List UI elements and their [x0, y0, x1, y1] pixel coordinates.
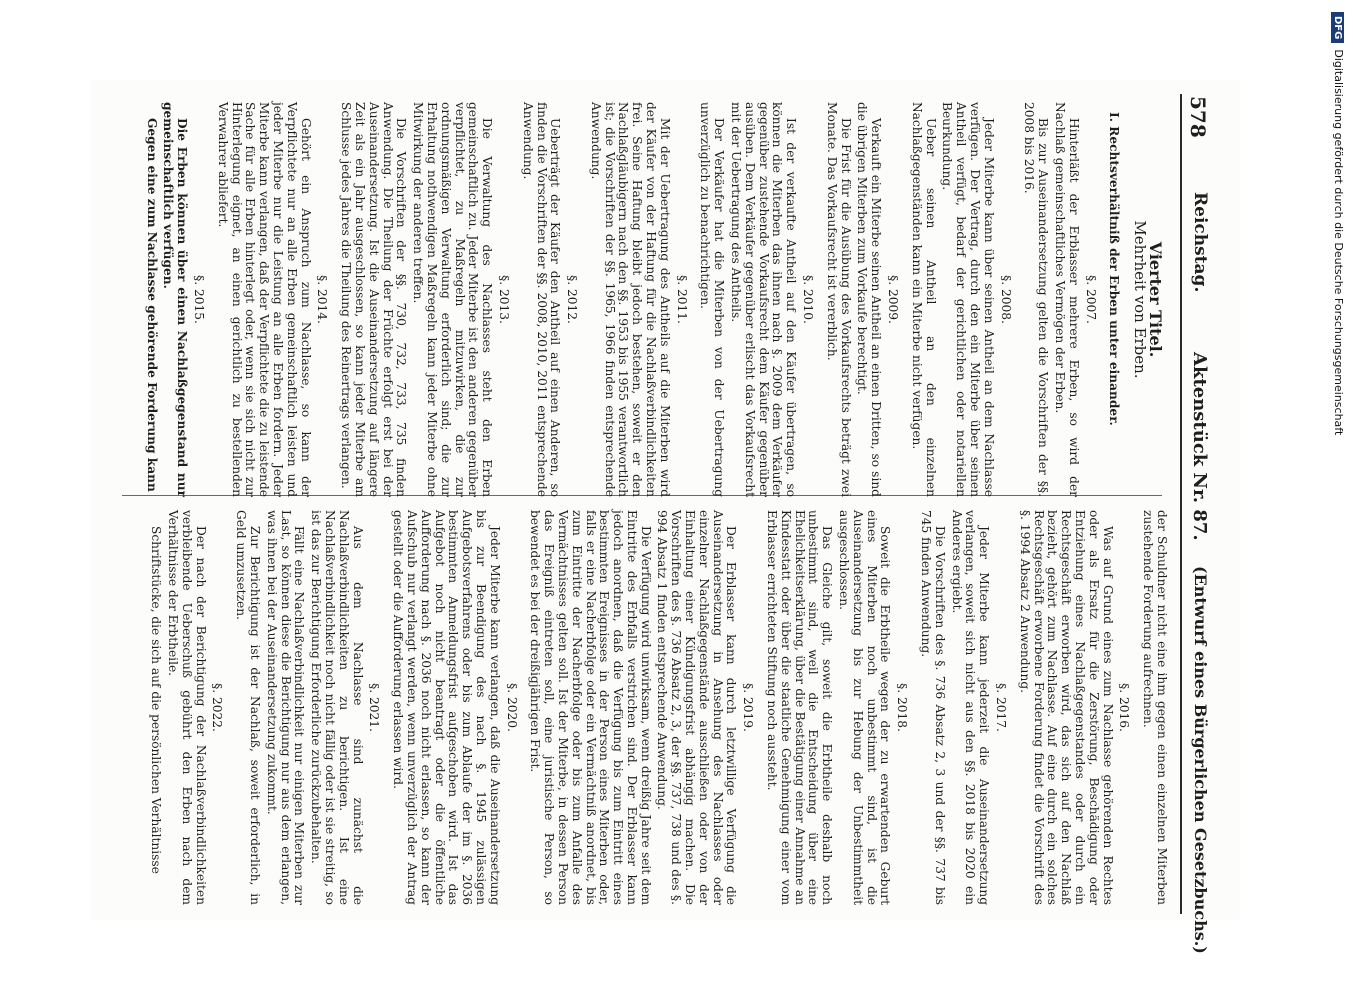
paragraph-number: §. 2021. [367, 683, 382, 732]
paragraph-number: §. 2014. [315, 275, 330, 324]
paragraph-number: §. 2009. [886, 275, 901, 324]
paragraph-number: §. 2019. [741, 683, 756, 732]
paragraph-text: Die Erben können über einen Nachlaßgegenstand nur gemeinschaftlich verfügen. [161, 102, 190, 497]
paragraph-text: Die Frist für die Ausübung des Vorkaufsrechts beträgt zwei Monate. Das Vorkaufsrecht ist vererblich. [824, 102, 853, 497]
digitization-credit [1331, 12, 1345, 435]
paragraph-number: §. 2016. [1117, 683, 1132, 732]
paragraph-text: Gegen eine zum Nachlasse gehörende Forderung kann [144, 118, 159, 492]
header-rule [1180, 94, 1182, 914]
digitization-text: Digitalisierung gefördert durch die Deutsche Forschungsgemeinschaft [1332, 49, 1345, 436]
paragraph-text: Die Verwaltung des Nachlasses steht den Erben gemeinschaftlich zu. Jeder Miterbe ist den anderen gegenüber verpflichtet, zu Maßregeln mitzuwirken, die zur ordnungsmäßigen Verwaltung erforderlich sind; die zur Erhaltung nothwendigen Maßregeln kann jeder Miterbe ohne Mitwirkung der anderen treffen. [411, 102, 495, 497]
paragraph-text: Bis zur Auseinandersetzung gelten die Vorschriften der §§. 2008 bis 2016. [1022, 102, 1051, 497]
paragraph-text: Der Erblasser kann durch letztwillige Verfügung die Auseinandersetzung in Ansehung des Nachlasses oder einzelner Nachlaßgegenstände ausschließen oder von der Einhaltung einer Kündigungsfrist abhängig machen. Die Vorschriften des §. 736 Absatz 2, 3, der §§. 737, 738 und des §. 994 Absatz 1 finden entsprechende Anwendung. [655, 510, 739, 905]
paragraph-text: Ist der verkaufte Antheil auf den Käufer übertragen, so können die Miterben das ihnen nach §. 2009 dem Verkäufer gegenüber zustehende Vorkaufsrecht dem Käufer gegenüber ausüben. Dem Verkäufer gegenüber erlischt das Vorkaufsrecht mit der Uebertragung des Antheils. [729, 102, 799, 497]
paragraph-number: §. 2010. [801, 275, 816, 324]
right-column [145, 510, 1168, 905]
page-number: 578 [1186, 96, 1210, 138]
section-heading: I. Rechtsverhältniß der Erben unter einander. [1107, 112, 1122, 426]
paragraph-text: Der Verkäufer hat die Miterben von der Uebertragung unverzüglich zu benachrichtigen. [698, 102, 727, 497]
paragraph-text: Ueberträgt der Käufer den Antheil auf einen Anderen, so finden die Vorschriften der §§. 2008, 2010, 2011 entsprechende Anwendung. [520, 102, 563, 497]
paragraph-number: §. 2020. [504, 683, 519, 732]
paragraph-text: Ueber seinen Antheil an den einzelnen Nachlaßgegenständen kann ein Miterbe nicht verfügen. [909, 102, 938, 497]
paragraph-text: Die Vorschriften der §§. 730, 732, 733, 735 finden Anwendung. Die Theilung der Früchte erfolgt erst bei der Auseinandersetzung. Ist die Auseinandersetzung auf längere Zeit als ein Jahr ausgeschlossen, so kann jeder Miterbe am Schlusse jedes Jahres die Theilung des Reinertrags verlangen. [339, 102, 409, 497]
paragraph-number: §. 2008. [998, 275, 1013, 324]
paragraph-text: der Schuldner nicht eine ihm gegen einen einzelnen Miterben zustehende Forderung aufrechnen. [1141, 510, 1169, 905]
paragraph-text: Aus dem Nachlasse sind zunächst die Nachlaßverbindlichkeiten zu berichtigen. Ist eine Nachlaßverbindlichkeit noch nicht fällig oder ist sie streitig, so ist das zur Berichtigung Erforderliche zurückzubehalten. [309, 510, 365, 905]
header-right: (Entwurf eines Bürgerlichen Gesetzbuchs.) [1191, 566, 1210, 954]
paragraph-number: §. 2017. [994, 683, 1009, 732]
paragraph-number: §. 2018. [895, 683, 910, 732]
paragraph-number: §. 2007. [1083, 275, 1098, 324]
paragraph-number: §. 2012. [565, 275, 580, 324]
paragraph-text: Verkauft ein Miterbe seinen Antheil an einen Dritten, so sind die übrigen Miterben zum Vorkaufe berechtigt. [855, 102, 884, 497]
paragraph-number: §. 2013. [496, 275, 511, 324]
paragraph-text: Die Verfügung wird unwirksam, wenn dreißig Jahre seit dem Eintritte des Erbfalls verstrichen sind. Der Erblasser kann jedoch anordnen, daß die Verfügung bis zum Eintritt eines bestimmten Ereignisses in der Person eines Miterben oder, falls er eine Nacherbfolge oder ein Vermächtniß anordnet, bis zum Eintritte der Nacherbfolge oder bis zum Anfalle des Vermächtnisses gelten soll. Ist der Miterbe, in dessen Person das Ereigniß eintreten soll, eine juristische Person, so bewendet es bei der dreißigjährigen Frist. [528, 510, 653, 905]
paragraph-number: §. 2011. [674, 275, 689, 324]
paragraph-text: Jeder Miterbe kann jederzeit die Auseinandersetzung verlangen, soweit sich nicht aus den §§. 2018 bis 2020 ein Anderes ergiebt. [949, 510, 992, 905]
paragraph-text: Mit der Uebertragung des Antheils auf die Miterben wird der Käufer von der Haftung für die Nachlaßverbindlichkeiten frei. Seine Haftung bleibt jedoch bestehen, soweit er den Nachlaßgläubigern nach den §§. 1953 bis 1955 verantwortlich ist; die Vorschriften der §§. 1965, 1966 finden entsprechende Anwendung. [588, 102, 672, 497]
title-sub: Mehrheit von Erben. [1131, 220, 1150, 379]
paragraph-text: Das Gleiche gilt, soweit die Erbtheile deshalb noch unbestimmt sind, weil die Entscheidung über eine Ehelichkeitserklärung, über die Bestätigung einer Annahme an Kindesstatt oder über die staatliche Genehmigung einer vom Erblasser errichteten Stiftung noch aussteht. [765, 510, 835, 905]
paragraph-text: Hinterläßt der Erblasser mehrere Erben, so wird der Nachlaß gemeinschaftliches Vermögen der Erben. [1053, 102, 1081, 497]
title-main: Vierter Titel. [1146, 241, 1165, 358]
paragraph-text: Die Vorschriften des §. 736 Absatz 2, 3 und der §§. 737 bis 745 finden Anwendung. [919, 510, 947, 905]
paragraph-text: Fällt eine Nachlaßverbindlichkeit nur einigen Miterben zur Last, so können diese die Berichtigung nur aus dem erlangen, was ihnen bei der Auseinandersetzung zukommt. [264, 510, 307, 905]
dfg-logo: DFG [1331, 12, 1344, 43]
paragraph-text: Schriftstücke, die sich auf die persönlichen Verhältnisse [149, 526, 164, 874]
paragraph-text: Gehört ein Anspruch zum Nachlasse, so kann der Verpflichtete nur an alle Erben gemeinschaftlich leisten und jeder Miterbe nur die Leistung an alle Erben fordern. Jeder Miterbe kann verlangen, daß der Verpflichtete die zu leistende Sache für alle Erben hinterlegt oder, wenn sie sich nicht zur Hinterlegung eignet, an einen gerichtlich zu bestellenden Verwahrer abliefert. [215, 102, 313, 497]
scanned-page [90, 80, 1240, 954]
left-column [141, 102, 1168, 497]
paragraph-text: Soweit die Erbtheile wegen der zu erwartenden Geburt eines Miterben noch unbestimmt sind, ist die Auseinandersetzung bis zur Hebung der Unbestimmtheit ausgeschlossen. [837, 510, 893, 905]
paragraph-number: §. 2022. [210, 683, 225, 732]
paragraph-number: §. 2015. [191, 275, 206, 324]
paragraph-text: Jeder Miterbe kann über seinen Antheil an dem Nachlasse verfügen. Der Vertrag, durch den ein Miterbe über seinen Antheil verfügt, bedarf der gerichtlichen oder notariellen Beurkundung. [940, 102, 996, 497]
paragraph-text: Zur Berichtigung ist der Nachlaß, soweit erforderlich, in Geld umzusetzen. [234, 510, 262, 905]
paragraph-text: Jeder Miterbe kann verlangen, daß die Auseinandersetzung bis zur Beendigung des nach §. 1945 zulässigen Aufgebotsverfahrens oder bis zum Ablaufe der im §. 2036 bestimmten Anmeldungsfrist aufgeschoben wird. Ist das Aufgebot noch nicht beantragt oder die öffentliche Aufforderung nach §. 2036 noch nicht erlassen, so kann der Aufschub nur verlangt werden, wenn unverzüglich der Antrag gestellt oder die Aufforderung erlassen wird. [391, 510, 502, 905]
header-center: Aktenstück Nr. 87. [1189, 352, 1210, 541]
paragraph-text: Was auf Grund eines zum Nachlasse gehörenden Rechtes oder als Ersatz für die Zerstörung, Beschädigung oder Entziehung eines Nachlaßgegenstandes oder durch ein Rechtsgeschäft erworben wird, das sich auf den Nachlaß bezieht, gehört zum Nachlasse. Auf eine durch ein solches Rechtsgeschäft erworbene Forderung findet die Vorschrift des §. 1994 Absatz 2 Anwendung. [1017, 510, 1115, 905]
paragraph-text: Der nach der Berichtigung der Nachlaßverbindlichkeiten verbleibende Ueberschuß gebührt den Erben nach dem Verhältnisse der Erbtheile. [166, 510, 208, 905]
header-left: Reichstag. [1190, 192, 1210, 293]
